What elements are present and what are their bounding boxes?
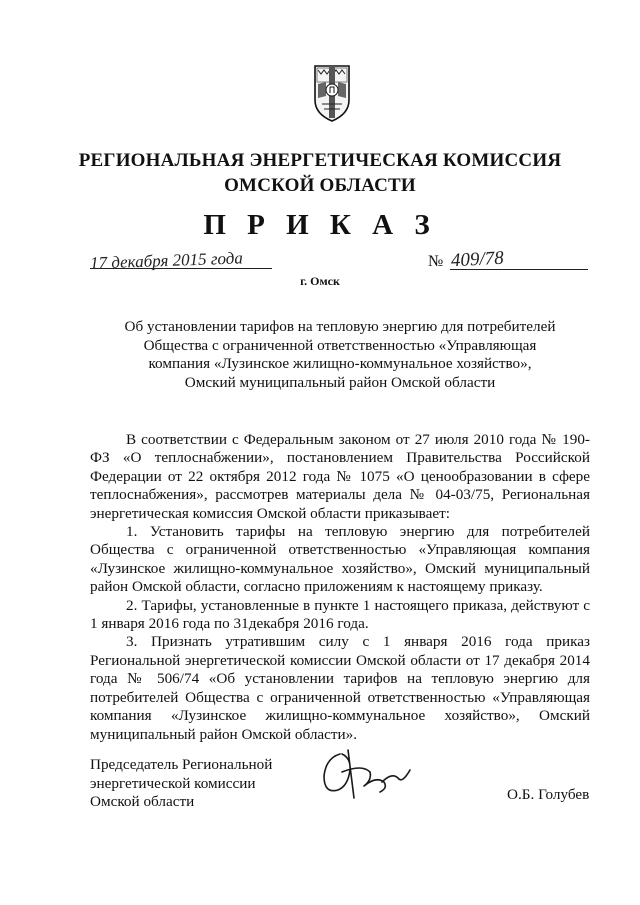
omsk-coat-of-arms-icon — [312, 60, 352, 124]
position-line: Омской области — [90, 793, 195, 810]
handwritten-date: 17 декабря 2015 года — [89, 248, 244, 273]
position-line: энергетической комиссии — [90, 774, 256, 792]
intro-paragraph: В соответствии с Федеральным законом от 27 июля 2010 года № 190-ФЗ «О теплоснабжении», постановлением Правительства Российской Федерации от 22 октября 2012 года № 1075 «О ценообразовании в сфере теплоснабжения», рассмотрев материалы дела № 04-03/75, Региональная энергетическая комиссия Омской области приказывает: — [90, 431, 590, 522]
signatory-position — [90, 756, 272, 812]
handwritten-number: 409/78 — [450, 247, 505, 272]
number-label: № — [428, 253, 444, 270]
subject-line: Об установлении тарифов на тепловую энергию для потребителей — [124, 318, 556, 335]
subject-line: компания «Лузинское жилищно-коммунальное хозяйство», — [148, 355, 532, 372]
handwritten-signature — [318, 742, 418, 802]
order-subject — [90, 318, 590, 392]
item-2: 2. Тарифы, установленные в пункте 1 настоящего приказа, действуют с 1 января 2016 года по 31декабря 2016 года. — [90, 596, 590, 633]
city: г. Омск — [300, 274, 340, 288]
signatory-name: О.Б. Голубев — [507, 786, 590, 803]
item-3: 3. Признать утратившим силу с 1 января 2016 года приказ Региональной энергетической комиссии Омской области от 17 декабря 2014 года № 506/74 «Об установлении тарифов на тепловую энергию для потребителей Общества с ограниченной ответственностью «Управляющая компания «Лузинское жилищно-коммунальное хозяйство», Омский муниципальный район Омской области». — [90, 633, 590, 743]
org-name-line1: РЕГИОНАЛЬНАЯ ЭНЕРГЕТИЧЕСКАЯ КОМИССИЯ — [78, 150, 562, 171]
subject-line: Омский муниципальный район Омской области — [184, 373, 496, 391]
org-name-line2: ОМСКОЙ ОБЛАСТИ — [224, 175, 416, 196]
number-underline — [450, 269, 588, 270]
date-underline — [90, 268, 272, 269]
subject-line: Общества с ограниченной ответственностью «Управляющая — [143, 336, 537, 354]
item-1: 1. Установить тарифы на тепловую энергию для потребителей Общества с ограниченной ответственностью «Управляющая компания «Лузинское жилищно-коммунальное хозяйство», Омский муниципальный район Омской области, согласно приложениям к настоящему приказу. — [90, 523, 590, 596]
position-line: Председатель Региональной — [90, 756, 273, 773]
order-body — [90, 431, 590, 744]
document-title: П Р И К А З — [203, 209, 437, 241]
